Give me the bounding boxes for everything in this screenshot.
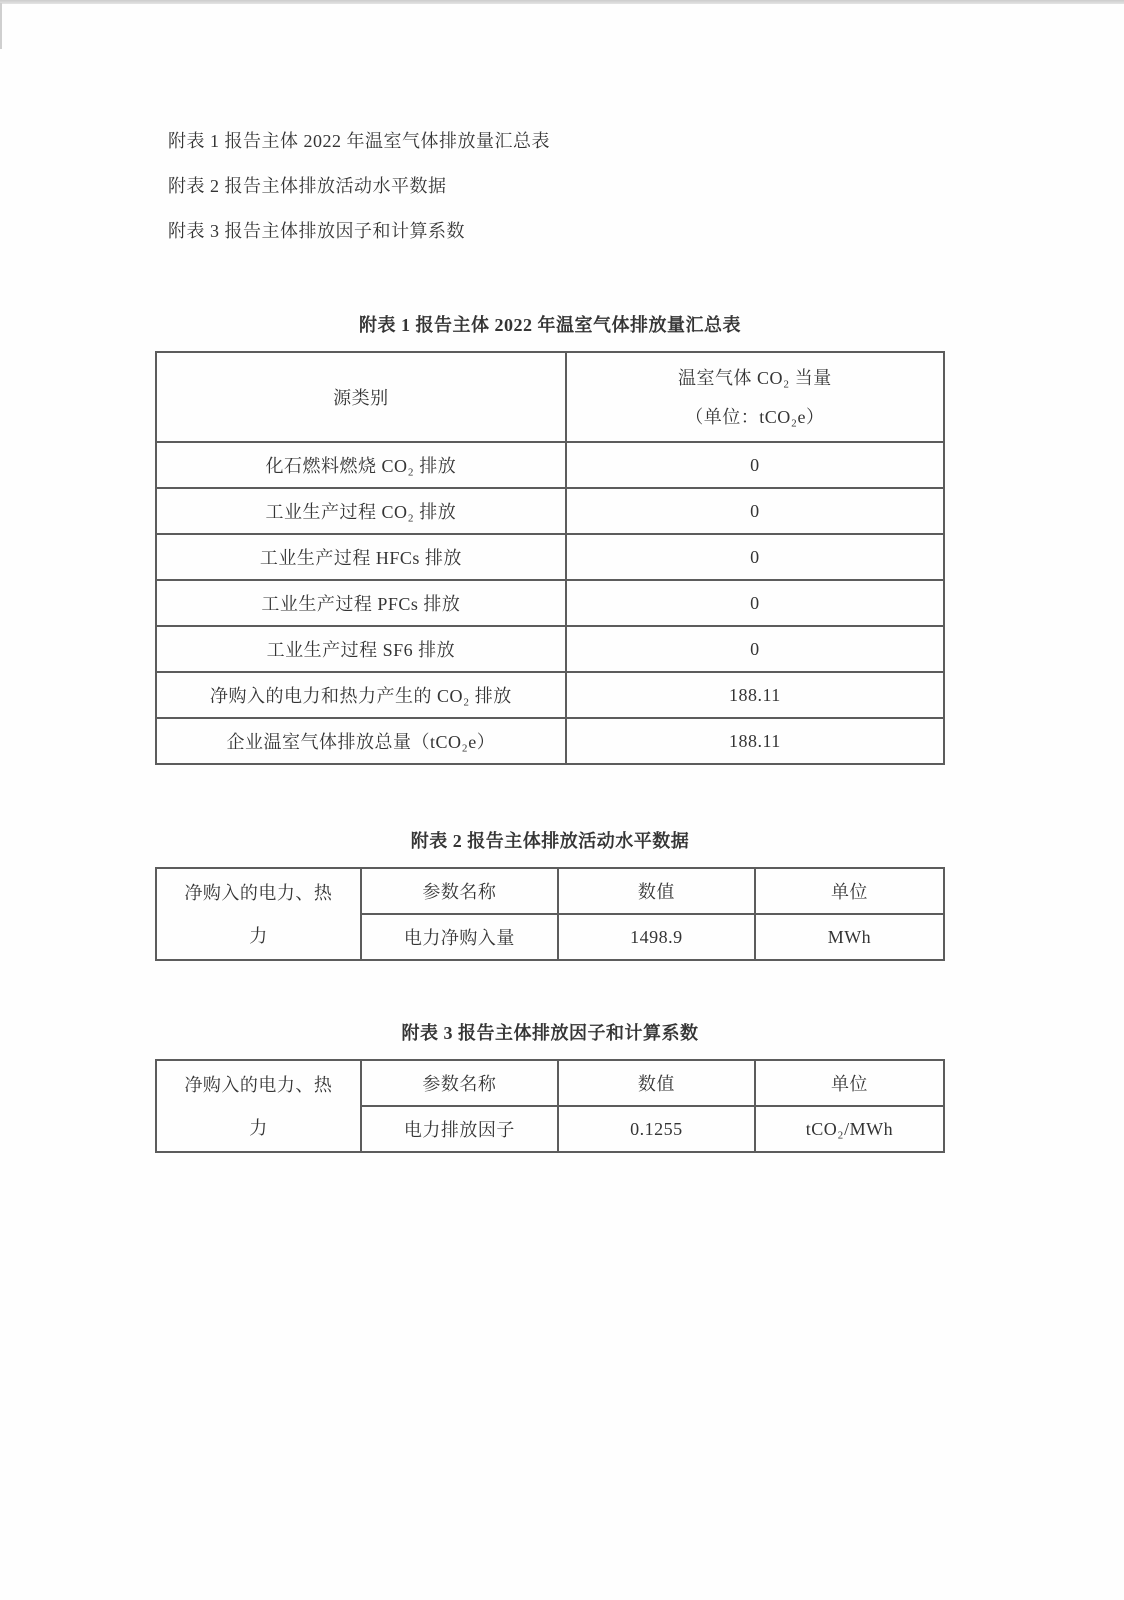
table3-row-unit: tCO₂/MWh [755, 1106, 944, 1152]
table1-row7-label: 企业温室气体排放总量（tCO₂e） [156, 718, 566, 764]
page-top-edge-line [0, 0, 1124, 4]
table1-emissions-summary [155, 351, 945, 765]
table3-emission-factors [155, 1059, 945, 1153]
table3-header-unit: 单位 [755, 1060, 944, 1106]
table2-header-value: 数值 [558, 868, 755, 914]
table1-row6-value: 188.11 [566, 672, 944, 718]
table1-row6-label: 净购入的电力和热力产生的 CO₂ 排放 [156, 672, 566, 718]
table2-category-line1: 净购入的电力、热 [184, 882, 333, 903]
table-row [156, 718, 944, 764]
table1-header-source-cell: 源类别 [156, 352, 566, 442]
table3-title: 附表 3 报告主体排放因子和计算系数 [401, 1023, 699, 1043]
table2-row-unit: MWh [755, 914, 944, 960]
table3-row-param: 电力排放因子 [361, 1106, 558, 1152]
table2-header-param: 参数名称 [361, 868, 558, 914]
table1-row5-value: 0 [566, 626, 944, 672]
table3-header-value: 数值 [558, 1060, 755, 1106]
table2-header-unit: 单位 [755, 868, 944, 914]
table-row [156, 534, 944, 580]
table3-category-line1: 净购入的电力、热 [184, 1074, 333, 1095]
table1-header-value-cell [566, 352, 944, 442]
table1-row4-value: 0 [566, 580, 944, 626]
table3-row-value: 0.1255 [558, 1106, 755, 1152]
table2-activity-data [155, 867, 945, 961]
table3-category-line2: 力 [249, 1117, 268, 1138]
table2-row-value: 1498.9 [558, 914, 755, 960]
table-row [156, 442, 944, 488]
table2-header-row [156, 868, 944, 914]
table1-header-value-line2: （单位：tCO₂e） [685, 406, 825, 427]
table1-row2-label: 工业生产过程 CO₂ 排放 [156, 488, 566, 534]
table1-header-value-line1: 温室气体 CO₂ 当量 [677, 367, 832, 388]
table2-row-param: 电力净购入量 [361, 914, 558, 960]
table1-row1-value: 0 [566, 442, 944, 488]
table2-title: 附表 2 报告主体排放活动水平数据 [410, 831, 690, 851]
table-row [156, 672, 944, 718]
appendix-list-item-2: 附表 2 报告主体排放活动水平数据 [168, 176, 447, 196]
table1-header-row [156, 352, 944, 442]
table1-row5-label: 工业生产过程 SF6 排放 [156, 626, 566, 672]
table3-category-cell [156, 1060, 361, 1152]
page-content [155, 313, 945, 1153]
table1-row2-value: 0 [566, 488, 944, 534]
table-row [156, 626, 944, 672]
table2-category-cell [156, 868, 361, 960]
table3-header-row [156, 1060, 944, 1106]
table3-header-param: 参数名称 [361, 1060, 558, 1106]
table-row [156, 488, 944, 534]
page-left-edge-line [0, 3, 2, 49]
table1-row3-label: 工业生产过程 HFCs 排放 [156, 534, 566, 580]
table1-row1-label: 化石燃料燃烧 CO₂ 排放 [156, 442, 566, 488]
appendix-list [0, 0, 1124, 243]
table2-category-line2: 力 [249, 925, 268, 946]
table-row [156, 580, 944, 626]
appendix-list-item-1: 附表 1 报告主体 2022 年温室气体排放量汇总表 [168, 131, 550, 151]
table1-row4-label: 工业生产过程 PFCs 排放 [156, 580, 566, 626]
table1-title: 附表 1 报告主体 2022 年温室气体排放量汇总表 [359, 315, 741, 335]
appendix-list-item-3: 附表 3 报告主体排放因子和计算系数 [168, 221, 465, 241]
table1-row7-value: 188.11 [566, 718, 944, 764]
table1-row3-value: 0 [566, 534, 944, 580]
